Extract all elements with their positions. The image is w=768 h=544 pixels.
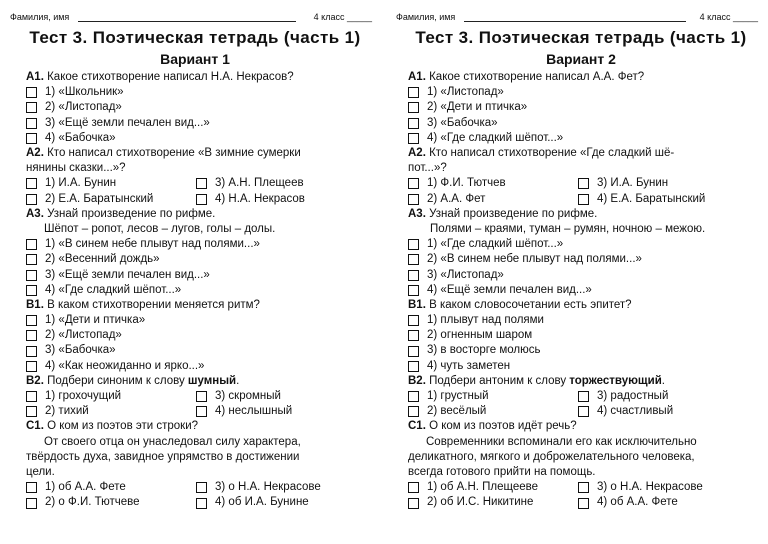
checkbox[interactable] [408, 406, 419, 417]
answer-option[interactable]: 2) «В синем небе плывут над полями...» [408, 252, 766, 267]
question-a3: А3. Узнай произведение по рифме. [408, 207, 598, 220]
checkbox[interactable] [26, 406, 37, 417]
answer-option[interactable]: 2) о Ф.И. Тютчеве [26, 495, 196, 510]
test-title: Тест 3. Поэтическая тетрадь (часть 1) [415, 28, 747, 47]
answer-option[interactable]: 1) И.А. Бунин [26, 176, 196, 191]
answer-option[interactable]: 4) Е.А. Баратынский [578, 192, 748, 207]
question-a2-cont: нянины сказки...»? [26, 162, 126, 175]
answer-option[interactable]: 4) чуть заметен [408, 359, 766, 374]
answer-option[interactable]: 4) об И.А. Бунине [196, 495, 366, 510]
checkbox[interactable] [578, 406, 589, 417]
checkbox[interactable] [408, 285, 419, 296]
answer-option[interactable]: 1) об А.Н. Плещееве [408, 480, 578, 495]
answer-option[interactable]: 1) «Школьник» [26, 85, 380, 100]
answer-option[interactable]: 3) «Ещё земли печален вид...» [26, 268, 380, 283]
checkbox[interactable] [408, 133, 419, 144]
question-c1: С1. О ком из поэтов идёт речь? [408, 420, 577, 433]
answer-option[interactable]: 2) весёлый [408, 404, 578, 419]
checkbox[interactable] [26, 330, 37, 341]
quote-line: твёрдость духа, завидное упрямство в достижении [26, 450, 300, 463]
checkbox[interactable] [26, 254, 37, 265]
question-b1: В1. В каком стихотворении меняется ритм? [26, 298, 260, 311]
answer-option[interactable]: 2) «Листопад» [26, 328, 380, 343]
answer-option[interactable]: 2) Е.А. Баратынский [26, 192, 196, 207]
name-input-line[interactable] [78, 21, 296, 22]
checkbox[interactable] [408, 346, 419, 357]
checkbox[interactable] [408, 330, 419, 341]
variant-2-column [396, 0, 766, 544]
answer-option[interactable]: 4) «Как неожиданно и ярко...» [26, 359, 380, 374]
question-a3: А3. Узнай произведение по рифме. [26, 207, 216, 220]
questions [408, 70, 766, 511]
answer-option[interactable]: 4) об А.А. Фете [578, 495, 748, 510]
checkbox[interactable] [26, 87, 37, 98]
variant-title: Вариант 2 [546, 51, 616, 67]
answer-option[interactable]: 4) «Где сладкий шёпот...» [26, 283, 380, 298]
answer-option[interactable]: 1) грохочущий [26, 389, 196, 404]
answer-option[interactable]: 2) об И.С. Никитине [408, 495, 578, 510]
checkbox[interactable] [196, 406, 207, 417]
question-a2-cont: пот...»? [408, 162, 447, 175]
answer-option[interactable]: 3) А.Н. Плещеев [196, 176, 366, 191]
answer-option[interactable]: 3) в восторге молюсь [408, 343, 766, 358]
answer-option[interactable]: 1) плывут над полями [408, 313, 766, 328]
answer-option[interactable]: 4) счастливый [578, 404, 748, 419]
checkbox[interactable] [26, 346, 37, 357]
checkbox[interactable] [408, 482, 419, 493]
name-input-line[interactable] [464, 21, 686, 22]
rhyme-text: Шёпот – ропот, лесов – лугов, голы – долы. [44, 222, 276, 235]
answer-option[interactable]: 1) Ф.И. Тютчев [408, 176, 578, 191]
answer-option[interactable]: 3) «Ещё земли печален вид...» [26, 116, 380, 131]
answer-option[interactable]: 1) грустный [408, 389, 578, 404]
answer-option[interactable]: 2) А.А. Фет [408, 192, 578, 207]
quote-line: деликатного, мягкого и доброжелательного человека, [408, 450, 695, 463]
checkbox[interactable] [26, 285, 37, 296]
checkbox[interactable] [408, 254, 419, 265]
question-b2: В2. Подбери антоним к слову торжествующий. [408, 374, 665, 387]
question-b1: В1. В каком словосочетании есть эпитет? [408, 298, 632, 311]
checkbox[interactable] [408, 87, 419, 98]
quote-line: цели. [26, 466, 55, 479]
answer-option[interactable]: 4) «Бабочка» [26, 131, 380, 146]
answer-option[interactable]: 1) «Дети и птичка» [26, 313, 380, 328]
answer-option[interactable]: 3) «Листопад» [408, 268, 766, 283]
answer-option[interactable]: 3) о Н.А. Некрасове [196, 480, 366, 495]
question-a2: А2. Кто написал стихотворение «В зимние сумерки [26, 146, 301, 159]
checkbox[interactable] [408, 178, 419, 189]
rhyme-text: Полями – краями, туман – румян, ночною – межою. [430, 222, 706, 235]
question-a1: А1. Какое стихотворение написал А.А. Фет? [408, 71, 645, 83]
quote-line: Современники вспоминали его как исключительно [426, 435, 697, 448]
checkbox[interactable] [196, 482, 207, 493]
answer-option[interactable]: 2) тихий [26, 404, 196, 419]
checkbox[interactable] [26, 102, 37, 113]
page-header [396, 12, 766, 22]
answer-option[interactable]: 3) «Бабочка» [26, 343, 380, 358]
checkbox[interactable] [26, 361, 37, 372]
answer-option[interactable]: 3) скромный [196, 389, 366, 404]
variant-title: Вариант 1 [160, 51, 230, 67]
answer-option[interactable]: 1) «В синем небе плывут над полями...» [26, 237, 380, 252]
checkbox[interactable] [26, 194, 37, 205]
questions [26, 70, 380, 511]
checkbox[interactable] [26, 498, 37, 509]
checkbox[interactable] [26, 315, 37, 326]
quote-line: От своего отца он унаследовал силу характера, [44, 435, 301, 448]
checkbox[interactable] [408, 118, 419, 129]
checkbox[interactable] [26, 178, 37, 189]
keyword: торжествующий [569, 374, 662, 387]
checkbox[interactable] [26, 118, 37, 129]
answer-option[interactable]: 2) огненным шаром [408, 328, 766, 343]
checkbox[interactable] [26, 239, 37, 250]
checkbox[interactable] [408, 102, 419, 113]
question-a2: А2. Кто написал стихотворение «Где сладкий шё- [408, 146, 675, 159]
answer-option[interactable]: 3) радостный [578, 389, 748, 404]
quote-line: всегда готового прийти на помощь. [408, 466, 596, 479]
question-b2: В2. Подбери синоним к слову шумный. [26, 374, 240, 387]
answer-option[interactable]: 2) «Весенний дождь» [26, 252, 380, 267]
checkbox[interactable] [26, 391, 37, 402]
page-header [10, 12, 380, 22]
answer-option[interactable]: 4) «Ещё земли печален вид...» [408, 283, 766, 298]
answer-option[interactable]: 3) «Бабочка» [408, 116, 766, 131]
name-label: Фамилия, имя [10, 12, 70, 22]
checkbox[interactable] [578, 194, 589, 205]
answer-option[interactable]: 3) о Н.А. Некрасове [578, 480, 748, 495]
checkbox[interactable] [408, 239, 419, 250]
keyword: шумный [187, 374, 237, 387]
variant-1-column [10, 0, 380, 544]
checkbox[interactable] [196, 498, 207, 509]
checkbox[interactable] [26, 133, 37, 144]
grade-label: 4 класс _____ [313, 12, 372, 22]
checkbox[interactable] [26, 482, 37, 493]
name-label: Фамилия, имя [396, 12, 456, 22]
checkbox[interactable] [408, 361, 419, 372]
answer-option[interactable]: 3) И.А. Бунин [578, 176, 748, 191]
answer-option[interactable]: 4) Н.А. Некрасов [196, 192, 366, 207]
checkbox[interactable] [408, 315, 419, 326]
checkbox[interactable] [408, 498, 419, 509]
checkbox[interactable] [578, 391, 589, 402]
checkbox[interactable] [196, 194, 207, 205]
answer-option[interactable]: 1) об А.А. Фете [26, 480, 196, 495]
checkbox[interactable] [408, 270, 419, 281]
answer-option[interactable]: 1) «Листопад» [408, 85, 766, 100]
checkbox[interactable] [196, 391, 207, 402]
checkbox[interactable] [196, 178, 207, 189]
test-title: Тест 3. Поэтическая тетрадь (часть 1) [29, 28, 361, 47]
answer-option[interactable]: 2) «Дети и птичка» [408, 100, 766, 115]
answer-option[interactable]: 4) «Где сладкий шёпот...» [408, 131, 766, 146]
checkbox[interactable] [578, 178, 589, 189]
question-a1: А1. Какое стихотворение написал Н.А. Некрасов? [26, 71, 294, 83]
checkbox[interactable] [578, 482, 589, 493]
answer-option[interactable]: 1) «Где сладкий шёпот...» [408, 237, 766, 252]
checkbox[interactable] [578, 498, 589, 509]
answer-option[interactable]: 4) неслышный [196, 404, 366, 419]
grade-label: 4 класс _____ [699, 12, 758, 22]
answer-option[interactable]: 2) «Листопад» [26, 100, 380, 115]
checkbox[interactable] [408, 194, 419, 205]
question-c1: С1. О ком из поэтов эти строки? [26, 420, 199, 433]
checkbox[interactable] [408, 391, 419, 402]
checkbox[interactable] [26, 270, 37, 281]
